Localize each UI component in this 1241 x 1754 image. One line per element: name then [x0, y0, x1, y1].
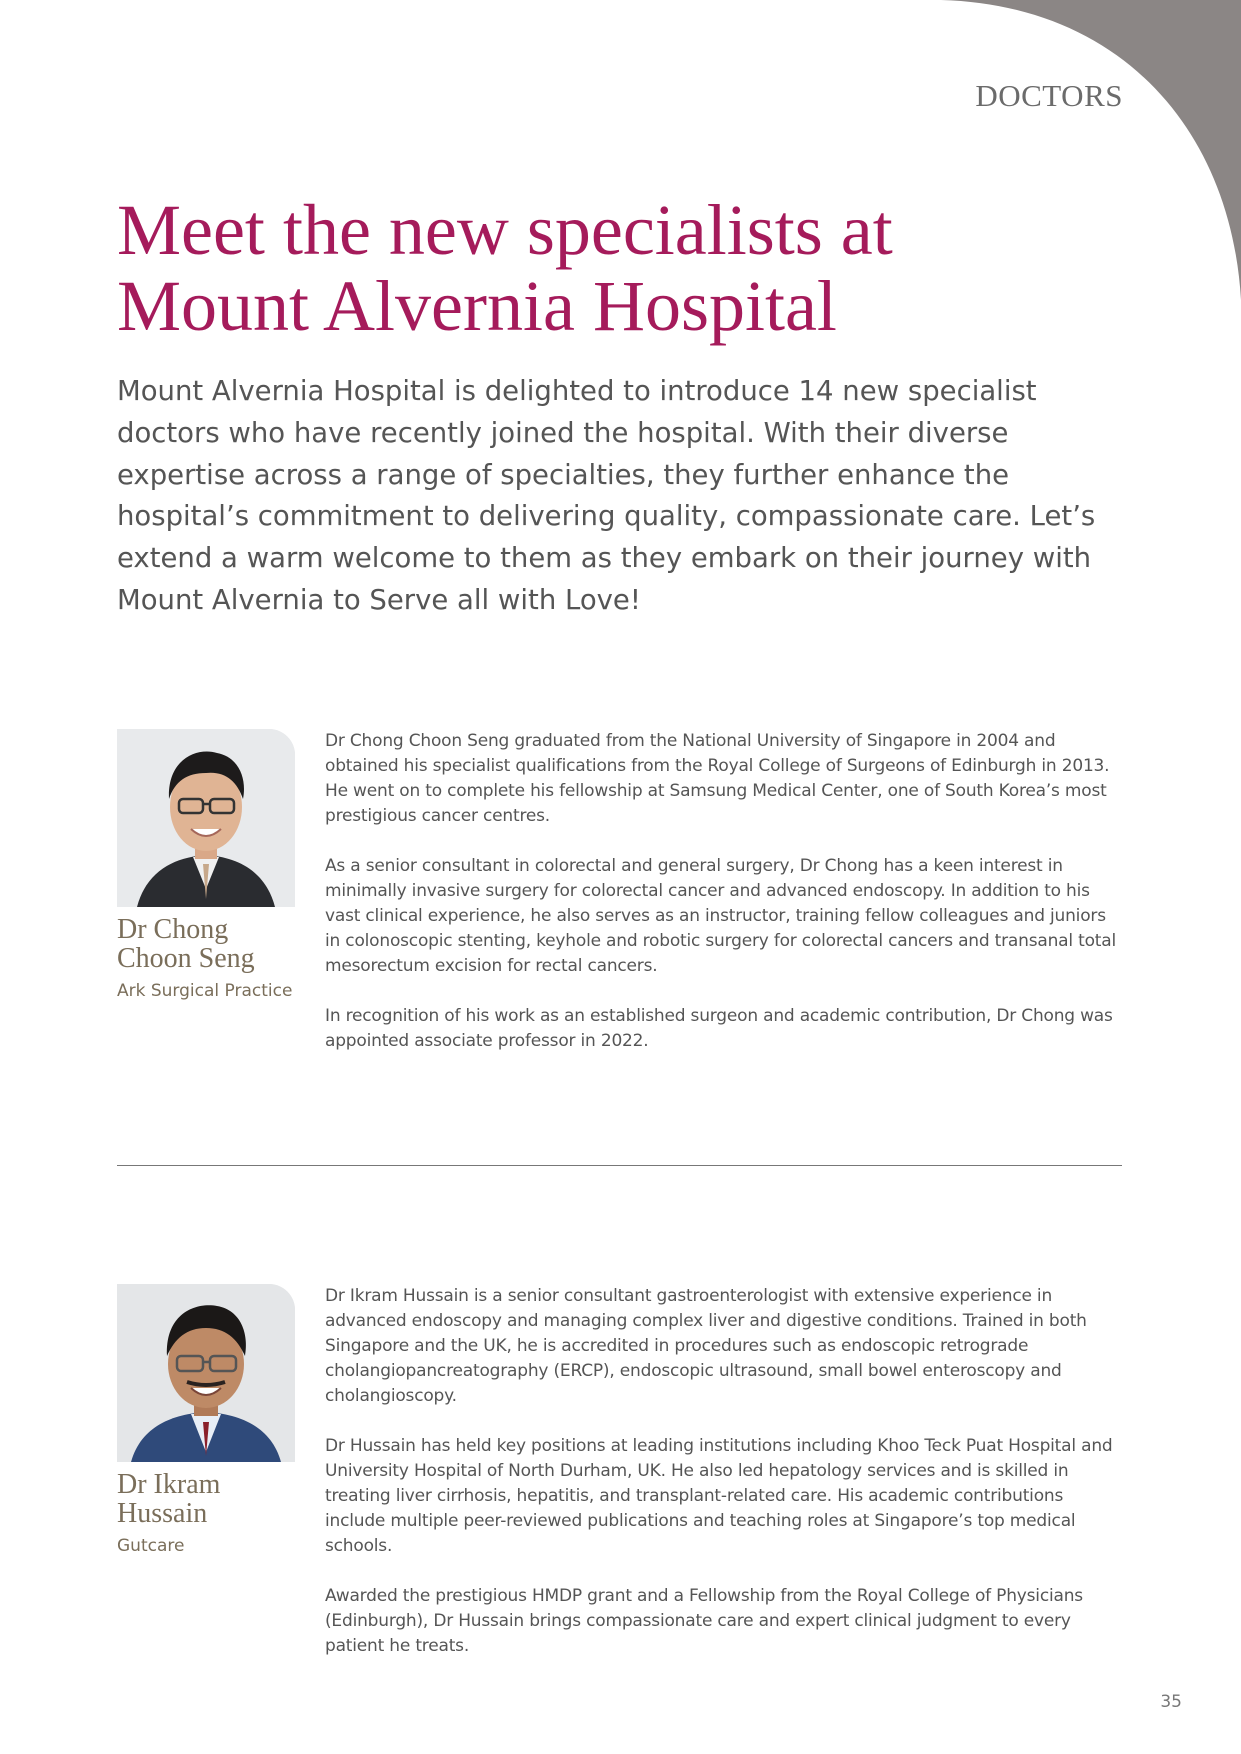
doctor-name-line-1: Dr Ikram [117, 1469, 221, 1500]
page-title [117, 192, 1017, 344]
doctor-name [117, 915, 307, 973]
title-line-1: Meet the new specialists at [117, 190, 893, 270]
doctor-photo [117, 1284, 295, 1462]
doctor-photo [117, 729, 295, 907]
doctor-name [117, 1470, 307, 1528]
portrait-image [117, 1284, 295, 1462]
bio-paragraph: As a senior consultant in colorectal and general surgery, Dr Chong has a keen interest in minimally invasive surgery for colorectal cancer and advanced endoscopy. In addition to his vast clinical experience, he also serves as an instructor, training fellow colleagues and juniors in colonoscopic stenting, keyhole and robotic surgery for colorectal cancers and transanal total mesorectum excision for rectal cancers. [325, 856, 1116, 976]
intro-paragraph: Mount Alvernia Hospital is delighted to introduce 14 new specialist doctors who have recently joined the hospital. With their diverse expertise across a range of specialties, they further enhance the hospital’s commitment to delivering quality, compassionate care. Let’s extend a warm welcome to them as they embark on their journey with Mount Alvernia to Serve all with Love! [117, 375, 1096, 616]
doctor-name-line-2: Choon Seng [117, 943, 255, 974]
portrait-image [117, 729, 295, 907]
doctor-name-line-1: Dr Chong [117, 914, 229, 945]
doctor-practice: Gutcare [117, 1536, 185, 1556]
bio-paragraph: In recognition of his work as an established surgeon and academic contribution, Dr Chong was appointed associate professor in 2022. [325, 1006, 1113, 1051]
doctor-bio [325, 1284, 1125, 1684]
page-number: 35 [1160, 1692, 1182, 1712]
doctor-bio [325, 729, 1125, 1079]
bio-paragraph: Dr Ikram Hussain is a senior consultant gastroenterologist with extensive experience in advanced endoscopy and managing complex liver and digestive conditions. Trained in both Singapore and the UK, he is accredited in procedures such as endoscopic retrograde cholangiopancreatography (ERCP), endoscopic ultrasound, small bowel enteroscopy and cholangioscopy. [325, 1286, 1087, 1406]
doctor-name-line-2: Hussain [117, 1498, 208, 1529]
section-divider [117, 1165, 1122, 1166]
bio-paragraph: Awarded the prestigious HMDP grant and a Fellowship from the Royal College of Physicians (Edinburgh), Dr Hussain brings compassionate care and expert clinical judgment to every patient he treats. [325, 1586, 1083, 1656]
bio-paragraph: Dr Chong Choon Seng graduated from the National University of Singapore in 2004 and obtained his specialist qualifications from the Royal College of Surgeons of Edinburgh in 2013. He went on to complete his fellowship at Samsung Medical Center, one of South Korea’s most prestigious cancer centres. [325, 731, 1110, 826]
doctor-practice: Ark Surgical Practice [117, 981, 293, 1001]
bio-paragraph: Dr Hussain has held key positions at leading institutions including Khoo Teck Puat Hospital and University Hospital of North Durham, UK. He also led hepatology services and is skilled in treating liver cirrhosis, hepatitis, and transplant-related care. His academic contributions include multiple peer-reviewed publications and teaching roles at Singapore’s top medical schools. [325, 1436, 1113, 1556]
section-label: DOCTORS [975, 78, 1123, 113]
title-line-2: Mount Alvernia Hospital [117, 266, 837, 346]
